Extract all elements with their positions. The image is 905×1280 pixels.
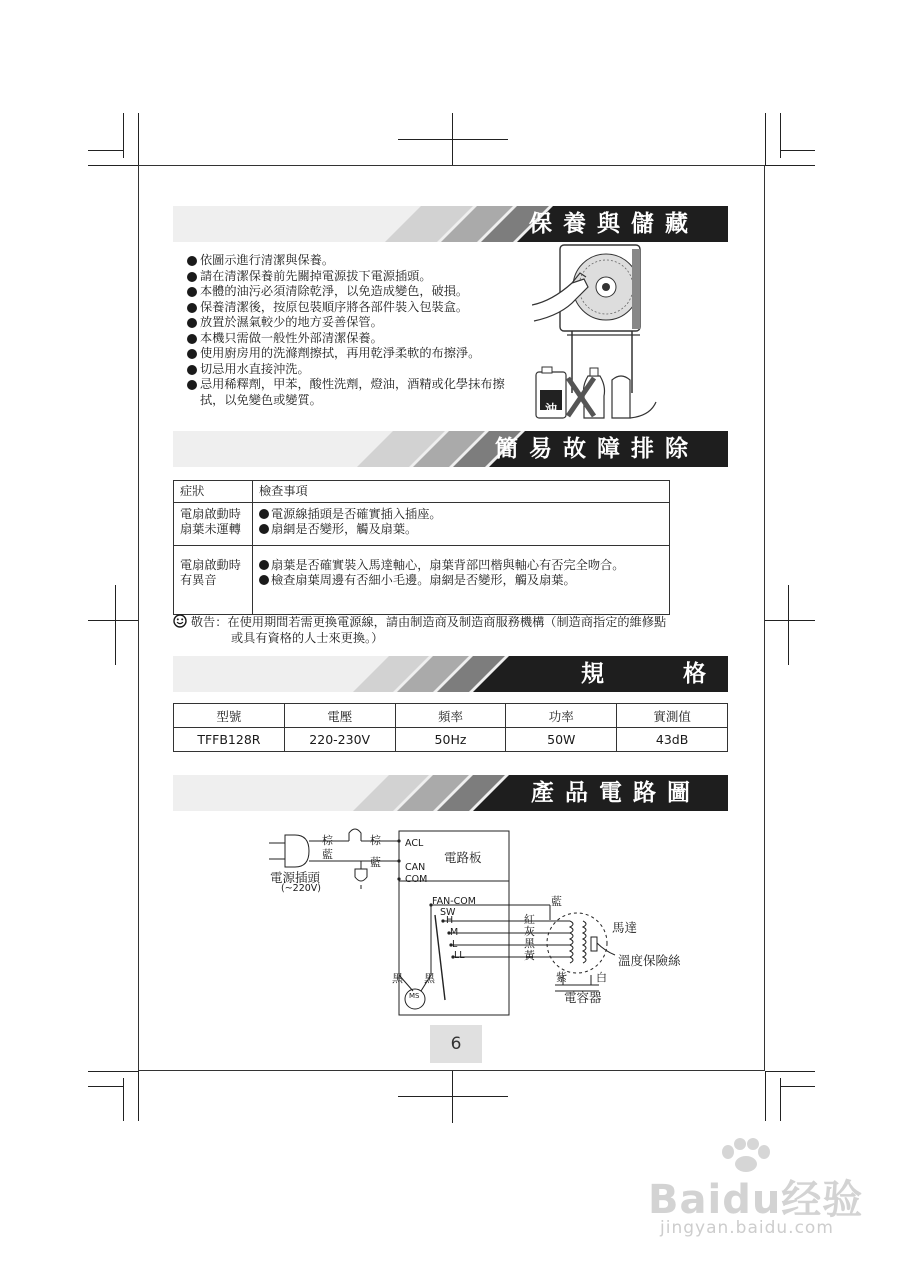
label-black: 黑 [424,972,435,985]
spec-table [173,703,728,752]
list-item: 切忌用水直接沖洗。 [186,362,526,378]
header-frequency: 頻率 [395,704,506,728]
crop-mark [765,620,815,621]
table-row [174,503,670,546]
crop-mark [780,1078,781,1121]
label-brown: 棕 [370,834,381,847]
list-item: 使用廚房用的洗滌劑擦拭，再用乾淨柔軟的布擦淨。 [186,346,526,362]
symptom-line: 扇葉未運轉 [180,522,241,536]
watermark-brand: Baidu经验 [648,1177,864,1223]
label-m: M [450,927,459,938]
value-measured: 43dB [617,728,728,752]
check-item: 扇葉是否確實裝入馬達軸心，扇葉背部凹楷與軸心有否完全吻合。 [259,558,663,573]
symptom-line: 電扇啟動時 [180,558,241,572]
label-fan-com: FAN-COM [432,896,476,907]
header-measured: 實測值 [617,704,728,728]
crop-mark [88,1086,123,1087]
table-header-row [174,704,728,728]
table-row [174,546,670,615]
crop-mark [88,620,138,621]
crop-mark [765,1071,815,1072]
crop-mark [765,1071,766,1121]
label-com: COM [405,874,428,885]
crop-mark [138,113,139,165]
warning-line-2: 或具有資格的人士來更換。） [231,631,384,645]
list-item: 依圖示進行清潔與保養。 [186,253,526,269]
header-power: 功率 [506,704,617,728]
label-white: 白 [596,971,607,984]
list-item: 本機只需做一般性外部清潔保養。 [186,331,526,347]
label-red: 紅 [524,913,535,926]
symptom-line: 電扇啟動時 [180,507,241,521]
section-bar-graphic [173,656,728,692]
crop-mark [123,1078,124,1121]
can-label: 油 [545,402,558,416]
crop-mark [780,1086,815,1087]
crop-mark [452,113,453,165]
crop-mark [452,1071,453,1123]
value-frequency: 50Hz [395,728,506,752]
header-symptom: 症狀 [174,481,253,503]
label-l: L [452,939,458,950]
crop-mark [788,585,789,665]
list-item: 本體的油污必須清除乾淨，以免造成變色，破損。 [186,284,526,300]
section-bar-circuit [173,775,728,811]
check-item: 電源線插頭是否確實插入插座。 [259,507,663,522]
table-row [174,728,728,752]
section-bar-spec [173,656,728,692]
list-item: 請在清潔保養前先關掉電源拔下電源插頭。 [186,269,526,285]
label-yellow: 黃 [524,949,535,962]
label-ms: MS [409,992,420,1000]
label-gray: 灰 [524,925,535,938]
label-plug-voltage: (~220V) [281,883,322,894]
label-acl: ACL [405,838,424,849]
label-purple: 紫 [556,971,567,984]
header-check: 檢查事項 [253,481,670,503]
label-capacitor: 電容器 [564,990,602,1005]
header-voltage: 電壓 [284,704,395,728]
symptom-line: 有異音 [180,573,217,587]
label-motor: 馬達 [612,920,638,935]
list-item: 放置於濕氣較少的地方妥善保管。 [186,315,526,331]
header-model: 型號 [174,704,285,728]
check-item: 扇網是否變形，觸及扇葉。 [259,522,663,537]
crop-mark [138,1071,139,1121]
crop-mark [780,150,815,151]
label-fuse: 溫度保險絲 [618,953,681,968]
care-bullet-list [186,253,526,408]
value-power: 50W [506,728,617,752]
section-title: 保養與儲藏 [529,211,699,237]
watermark-url: jingyan.baidu.com [660,1218,834,1238]
label-board: 電路板 [444,850,482,865]
label-black: 黑 [392,972,403,985]
label-h: H [446,915,454,926]
label-brown: 棕 [322,834,333,847]
troubleshoot-table [173,480,670,615]
value-model: TFFB128R [174,728,285,752]
table-header-row [174,481,670,503]
warning-line-1: 敬告：在使用期間若需更換電源線，請由制造商及制造商服務機構（制造商指定的維修點 [190,615,667,629]
crop-mark [88,150,123,151]
crop-mark [115,585,116,665]
list-item: 保養清潔後，按原包裝順序將各部件裝入包裝盒。 [186,300,526,316]
warning-note [173,614,666,646]
label-ll: LL [454,950,465,961]
crop-mark [780,113,781,158]
crop-mark [123,113,124,158]
paw-logo-icon [720,1138,770,1172]
section-bar-troubleshoot [173,431,728,467]
label-blue: 藍 [551,895,562,908]
crop-mark [88,165,138,166]
label-sw: SW [440,907,456,918]
value-voltage: 220-230V [284,728,395,752]
crop-mark [765,113,766,165]
label-plug: 電源插頭 [270,870,321,885]
label-black: 黑 [524,937,535,950]
label-blue: 藍 [322,848,333,861]
list-item: 忌用稀釋劑，甲苯，酸性洗劑，燈油，酒精或化學抹布擦拭，以免變色或變質。 [186,377,525,408]
label-blue: 藍 [370,856,381,869]
page-number: 6 [430,1025,482,1063]
label-can: CAN [405,862,426,873]
crop-mark [88,1071,138,1072]
section-title: 產品電路圖 [531,780,701,806]
crop-mark [398,1096,508,1097]
section-title: 簡易故障排除 [495,436,699,462]
smiley-icon [173,614,187,628]
crop-mark [765,165,815,166]
crop-mark [398,139,508,140]
section-title-a: 規 [581,661,604,687]
section-bar-care [173,206,728,242]
check-item: 檢查扇葉周邊有否細小毛邊。扇網是否變形，觸及扇葉。 [259,573,663,588]
section-title-b: 格 [683,661,706,687]
